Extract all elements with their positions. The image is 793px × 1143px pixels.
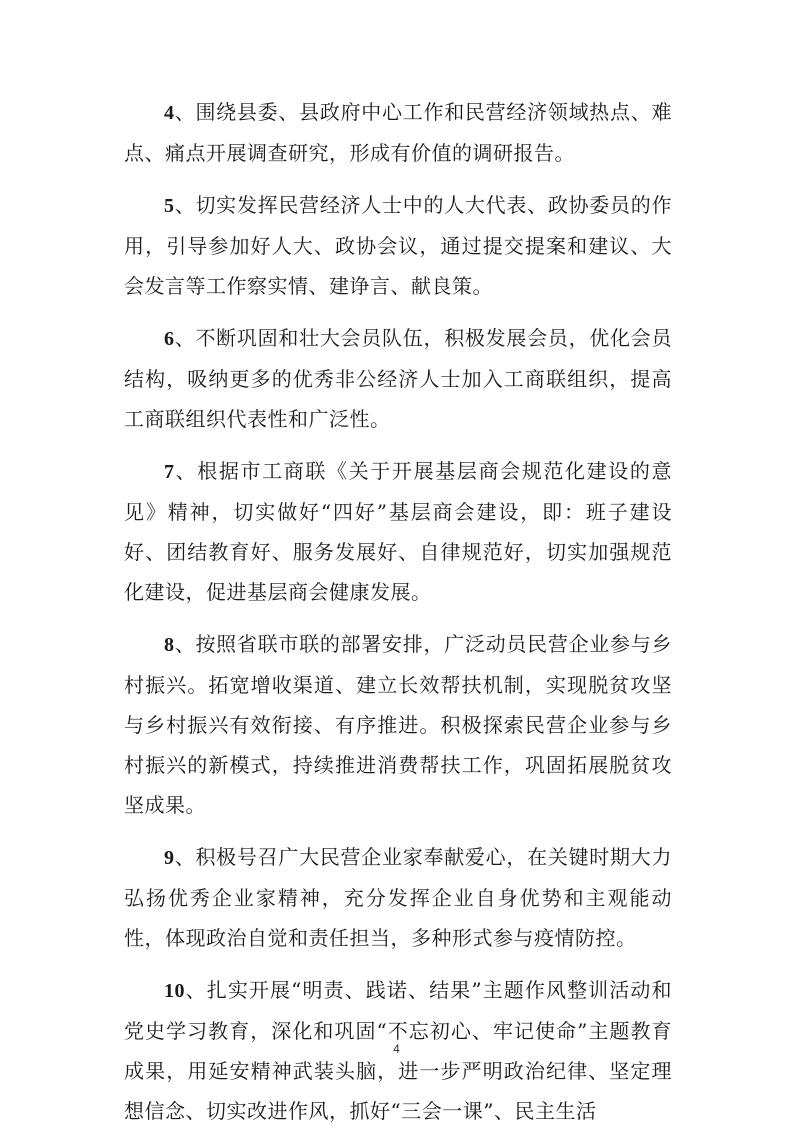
paragraph-number: 6 [164, 328, 175, 350]
paragraph-number: 10 [164, 980, 185, 1002]
paragraph-text: 、不断巩固和壮大会员队伍，积极发展会员，优化会员结构，吸纳更多的优秀非公经济人士加入工商联组织，提高工商联组织代表性和广泛性。 [124, 326, 672, 431]
paragraph-number: 7 [164, 461, 175, 483]
body-text [124, 92, 672, 1143]
page-number: 4 [393, 1042, 400, 1056]
paragraph-number: 9 [164, 847, 175, 869]
paragraph-6 [124, 318, 672, 439]
paragraph-8 [124, 624, 672, 825]
paragraph-text: 、按照省联市联的部署安排，广泛动员民营企业参与乡村振兴。拓宽增收渠道、建立长效帮扶机制，实现脱贫攻坚与乡村振兴有效衔接、有序推进。积极探索民营企业参与乡村振兴的新模式，持续推进消费帮扶工作，巩固拓展脱贫攻坚成果。 [124, 632, 672, 817]
paragraph-4 [124, 92, 672, 173]
paragraph-number: 8 [164, 634, 175, 656]
paragraph-7 [124, 451, 672, 612]
paragraph-5 [124, 185, 672, 306]
paragraph-number: 5 [164, 195, 175, 217]
paragraph-text: 、切实发挥民营经济人士中的人大代表、政协委员的作用，引导参加好人大、政协会议，通过提交提案和建议、大会发言等工作察实情、建诤言、献良策。 [124, 193, 672, 298]
paragraph-text: 、积极号召广大民营企业家奉献爱心，在关键时期大力弘扬优秀企业家精神，充分发挥企业自身优势和主观能动性，体现政治自觉和责任担当，多种形式参与疫情防控。 [124, 845, 672, 950]
paragraph-text: 、扎实开展“明责、践诺、结果”主题作风整训活动和党史学习教育，深化和巩固“不忘初心、牢记使命”主题教育成果，用延安精神武装头脑，进一步严明政治纪律、坚定理想信念、切实改进作风，抓好“三会一课”、民主生活 [124, 978, 672, 1123]
paragraph-text: 、根据市工商联《关于开展基层商会规范化建设的意见》精神，切实做好“四好”基层商会建设，即：班子建设好、团结教育好、服务发展好、自律规范好，切实加强规范化建设，促进基层商会健康发展。 [124, 459, 672, 604]
paragraph-number: 4 [164, 102, 175, 124]
paragraph-text: 、围绕县委、县政府中心工作和民营经济领域热点、难点、痛点开展调查研究，形成有价值的调研报告。 [124, 100, 672, 165]
paragraph-9 [124, 837, 672, 958]
